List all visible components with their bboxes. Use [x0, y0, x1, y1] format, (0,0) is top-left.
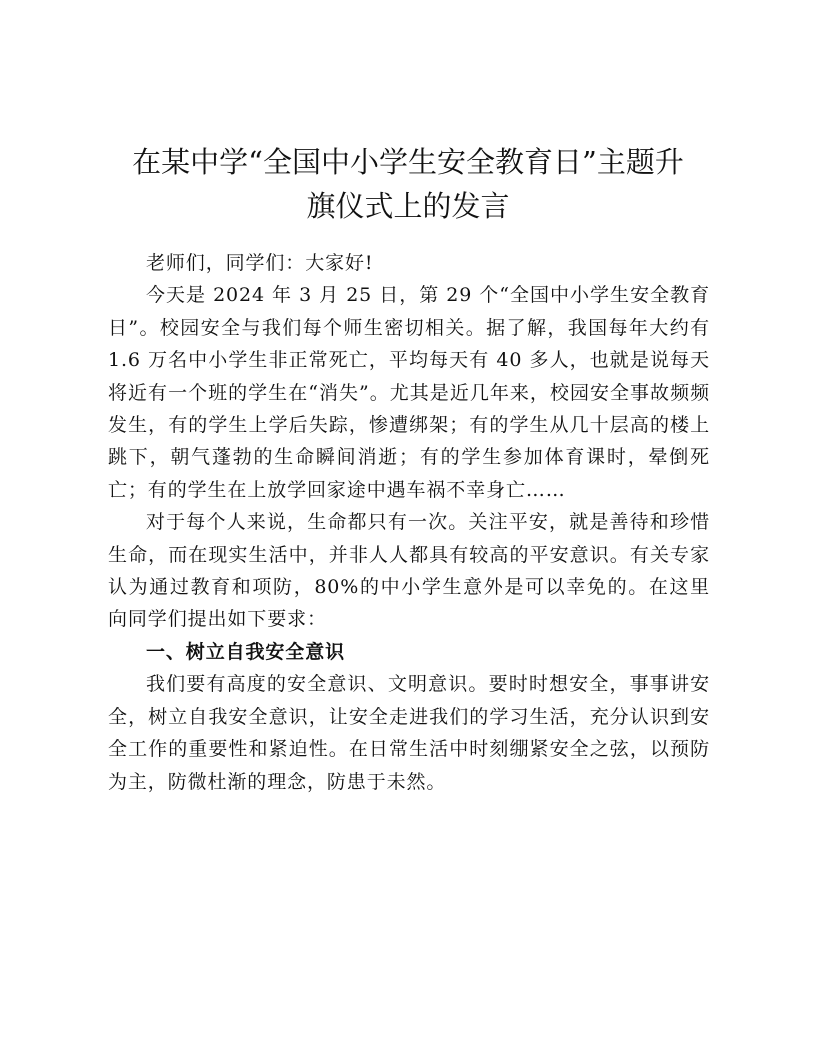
- title-line-2: 旗仪式上的发言: [306, 189, 510, 223]
- document-title: [100, 140, 716, 228]
- document-body: [108, 247, 710, 798]
- section-heading-1: 一、树立自我安全意识: [146, 640, 346, 663]
- life-paragraph: 对于每个人来说，生命都只有一次。关注平安，就是善待和珍惜生命，而在现实生活中，并非人人都具有较高的平安意识。有关专家认为通过教育和项防，80%的中小学生意外是可以幸免的。在这里向同学们提出如下要求：: [108, 511, 710, 631]
- intro-paragraph: 今天是 2024 年 3 月 25 日，第 29 个“全国中小学生安全教育日”。校园安全与我们每个师生密切相关。据了解，我国每年大约有 1.6 万名中小学生非正常死亡，平均每天有 40 多人，也就是说每天将近有一个班的学生在“消失”。尤其是近几年来，校园安全事故频频发生，有的学生上学后失踪，惨遭绑架；有的学生从几十层高的楼上跳下，朝气蓬勃的生命瞬间消逝；有的学生参加体育课时，晕倒死亡；有的学生在上放学回家途中遇车祸不幸身亡……: [108, 284, 710, 501]
- title-line-1: 在某中学“全国中小学生安全教育日”主题升: [132, 145, 684, 179]
- greeting-paragraph: 老师们，同学们：大家好!: [146, 252, 374, 274]
- safety-awareness-paragraph: 我们要有高度的安全意识、文明意识。要时时想安全，事事讲安全，树立自我安全意识，让安全走进我们的学习生活，充分认识到安全工作的重要性和紧迫性。在日常生活中时刻绷紧安全之弦，以预防为主，防微杜渐的理念，防患于未然。: [108, 673, 710, 793]
